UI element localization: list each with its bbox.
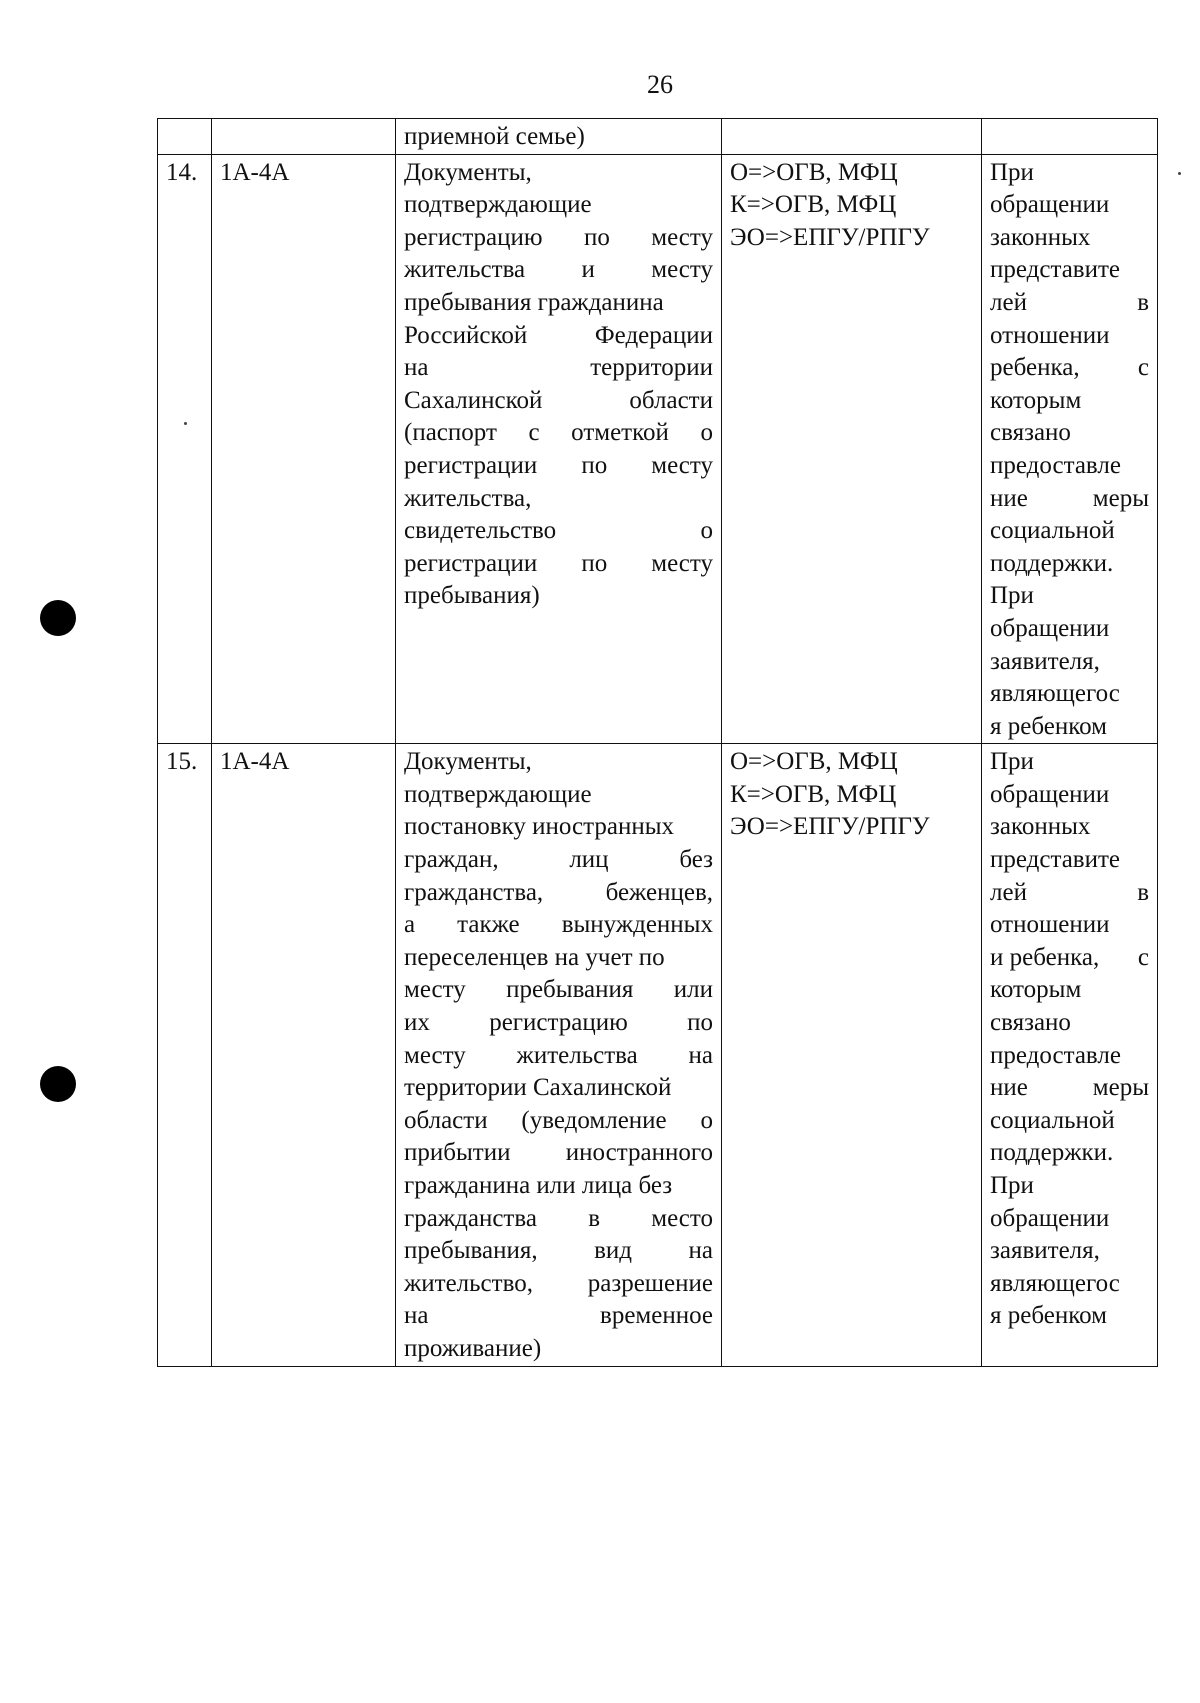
word: о <box>700 419 713 447</box>
word: подтверждающие <box>404 780 592 808</box>
note-line <box>990 385 1149 418</box>
word: являющегос <box>990 680 1120 708</box>
table-row <box>158 744 1158 1366</box>
table-row-continuation <box>158 119 1158 155</box>
cell-method <box>722 119 982 155</box>
word: в <box>588 1204 600 1232</box>
documents-line <box>404 844 713 877</box>
word: по <box>581 451 608 479</box>
word: постановку иностранных <box>404 813 675 841</box>
note-line <box>990 515 1149 548</box>
word: являющегос <box>990 1269 1120 1297</box>
documents-line <box>404 320 713 353</box>
documents-line <box>404 548 713 581</box>
word: без <box>679 846 713 874</box>
documents-line <box>404 1007 713 1040</box>
documents-line <box>404 909 713 942</box>
word: с <box>1137 354 1149 382</box>
word: При <box>990 158 1034 186</box>
documents-line <box>404 877 713 910</box>
word: о <box>700 1106 713 1134</box>
word: жительства, <box>404 484 532 512</box>
documents-line <box>404 1300 713 1333</box>
cell-note <box>982 154 1158 744</box>
table-row <box>158 154 1158 744</box>
word: лиц <box>569 846 609 874</box>
word: меры <box>1092 1074 1149 1102</box>
word: заявителя, <box>990 1237 1100 1265</box>
word: свидетельство <box>404 517 557 545</box>
note-line <box>990 1300 1149 1333</box>
word: отношении <box>990 911 1110 939</box>
word: лей <box>990 288 1027 316</box>
note-line <box>990 483 1149 516</box>
word: Документы, <box>404 158 532 186</box>
word: территории <box>590 354 713 382</box>
documents-line <box>404 811 713 844</box>
note-line <box>990 909 1149 942</box>
method-line: ЭО=>ЕПГУ/РПГУ <box>730 223 930 251</box>
note-line <box>990 580 1149 613</box>
note-line <box>990 1072 1149 1105</box>
documents-line <box>404 515 713 548</box>
word: в <box>1137 878 1149 906</box>
documents-table <box>157 118 1158 1367</box>
documents-line <box>404 1235 713 1268</box>
word: гражданства <box>404 1204 537 1232</box>
scan-speck <box>1178 172 1181 175</box>
word: Российской <box>404 321 528 349</box>
method-line: ЭО=>ЕПГУ/РПГУ <box>730 813 930 841</box>
word: и ребенка, <box>990 943 1100 971</box>
method-line: О=>ОГВ, МФЦ <box>730 748 898 776</box>
word: пребывания, <box>404 1237 538 1265</box>
word: или <box>673 976 713 1004</box>
documents-line <box>404 222 713 255</box>
word: гражданина или лица без <box>404 1172 673 1199</box>
documents-line <box>404 1040 713 1073</box>
word: отношении <box>990 321 1110 349</box>
word: социальной <box>990 1106 1115 1134</box>
word: пребывания <box>506 976 634 1004</box>
word: территории Сахалинской <box>404 1074 672 1102</box>
note-line <box>990 320 1149 353</box>
word: области <box>404 1106 488 1134</box>
note-line <box>990 352 1149 385</box>
word: место <box>651 1204 713 1232</box>
documents-line <box>404 352 713 385</box>
word: области <box>629 386 713 414</box>
documents-line <box>404 1203 713 1236</box>
word: законных <box>990 223 1091 251</box>
word: Федерации <box>594 321 713 349</box>
word: заявителя, <box>990 647 1100 675</box>
page-number: 26 <box>647 70 673 99</box>
note-line <box>990 942 1149 975</box>
word: подтверждающие <box>404 191 592 219</box>
documents-line <box>404 254 713 287</box>
word: с <box>528 419 540 447</box>
word: связано <box>990 1009 1071 1037</box>
word: законных <box>990 813 1091 841</box>
note-line <box>990 417 1149 450</box>
word: обращении <box>990 614 1110 642</box>
word: разрешение <box>587 1269 713 1297</box>
method-line: К=>ОГВ, МФЦ <box>730 780 897 808</box>
word: месту <box>651 549 713 577</box>
word: граждан, <box>404 846 499 874</box>
word: обращении <box>990 191 1110 219</box>
cell-method <box>722 154 982 744</box>
word: которым <box>990 386 1082 414</box>
note-line <box>990 1137 1149 1170</box>
word: а <box>404 911 416 939</box>
documents-line <box>404 189 713 222</box>
note-line <box>990 1268 1149 1301</box>
word: иностранного <box>565 1139 713 1167</box>
documents-line <box>404 287 713 320</box>
note-line <box>990 222 1149 255</box>
word: их <box>404 1009 430 1037</box>
documents-line <box>404 942 713 975</box>
cell-documents <box>396 744 722 1366</box>
word: на <box>404 1302 429 1330</box>
word: При <box>990 582 1034 610</box>
documents-line <box>404 974 713 1007</box>
note-line <box>990 189 1149 222</box>
documents-line <box>404 779 713 812</box>
word: месту <box>651 451 713 479</box>
word: месту <box>651 223 713 251</box>
word: я ребенком <box>990 1302 1107 1330</box>
note-line <box>990 1040 1149 1073</box>
punch-hole-top <box>40 600 76 636</box>
note-line <box>990 1203 1149 1236</box>
note-line <box>990 746 1149 779</box>
word: предоставле <box>990 451 1121 479</box>
word: месту <box>651 256 713 284</box>
documents-line <box>404 483 713 516</box>
word: (уведомление <box>521 1106 667 1134</box>
documents-line <box>404 1268 713 1301</box>
note-line <box>990 450 1149 483</box>
note-line <box>990 1235 1149 1268</box>
cell-code: 1А-4А <box>212 154 396 744</box>
note-line <box>990 711 1149 744</box>
word: пребывания) <box>404 582 540 610</box>
documents-line <box>404 417 713 450</box>
note-line <box>990 548 1149 581</box>
documents-line <box>404 157 713 190</box>
word: переселенцев на учет по <box>404 943 665 971</box>
word: по <box>687 1009 713 1037</box>
word: гражданства, <box>404 878 544 906</box>
note-line <box>990 613 1149 646</box>
word: о <box>700 517 713 545</box>
word: с <box>1137 943 1149 971</box>
word: на <box>404 354 429 382</box>
word: социальной <box>990 517 1115 545</box>
note-line <box>990 1170 1149 1203</box>
word: вид <box>594 1237 632 1265</box>
word: жительство, <box>404 1269 533 1297</box>
note-line <box>990 811 1149 844</box>
method-line: К=>ОГВ, МФЦ <box>730 191 897 219</box>
word: на <box>688 1237 713 1265</box>
documents-line <box>404 1170 713 1203</box>
note-line <box>990 1007 1149 1040</box>
word: поддержки. <box>990 549 1114 577</box>
word: При <box>990 1172 1034 1199</box>
word: регистрацию <box>489 1009 628 1037</box>
word: меры <box>1092 484 1149 512</box>
cell-code: 1А-4А <box>212 744 396 1366</box>
note-line <box>990 974 1149 1007</box>
note-line <box>990 678 1149 711</box>
cell-documents <box>396 154 722 744</box>
word: вынужденных <box>561 911 713 939</box>
word: пребывания гражданина <box>404 288 664 316</box>
cell-num: 15. <box>158 744 212 1366</box>
note-line <box>990 287 1149 320</box>
word: Сахалинской <box>404 386 543 414</box>
documents-line <box>404 580 713 613</box>
cell-num: 14. <box>158 154 212 744</box>
documents-line <box>404 1333 713 1366</box>
note-line <box>990 254 1149 287</box>
note-line <box>990 877 1149 910</box>
documents-line <box>404 1105 713 1138</box>
word: Документы, <box>404 748 532 776</box>
word: регистрации <box>404 451 538 479</box>
word: жительства <box>404 256 526 284</box>
word: в <box>1137 288 1149 316</box>
word: предоставле <box>990 1041 1121 1069</box>
word: на <box>688 1041 713 1069</box>
documents-line <box>404 450 713 483</box>
method-line: О=>ОГВ, МФЦ <box>730 158 898 186</box>
documents-line <box>404 746 713 779</box>
cell-num <box>158 119 212 155</box>
word: по <box>581 549 608 577</box>
word: лей <box>990 878 1027 906</box>
cell-documents: приемной семье) <box>396 119 722 155</box>
word: проживание) <box>404 1334 542 1362</box>
word: связано <box>990 419 1071 447</box>
cell-note <box>982 119 1158 155</box>
cell-method <box>722 744 982 1366</box>
word: ребенка, <box>990 354 1080 382</box>
cell-code <box>212 119 396 155</box>
documents-line <box>404 1137 713 1170</box>
table-body <box>158 119 1158 1367</box>
word: поддержки. <box>990 1139 1114 1167</box>
word: ние <box>990 1074 1028 1102</box>
word: обращении <box>990 780 1110 808</box>
documents-line <box>404 1072 713 1105</box>
note-line <box>990 646 1149 679</box>
punch-hole-bottom <box>40 1066 76 1102</box>
word: и <box>581 256 595 284</box>
word: беженцев, <box>605 878 713 906</box>
note-line <box>990 1105 1149 1138</box>
word: (паспорт <box>404 419 497 447</box>
word: жительства <box>516 1041 638 1069</box>
word: ние <box>990 484 1028 512</box>
word: регистрацию <box>404 223 543 251</box>
word: представите <box>990 256 1120 284</box>
word: регистрации <box>404 549 538 577</box>
note-line <box>990 157 1149 190</box>
word: обращении <box>990 1204 1110 1232</box>
word: При <box>990 748 1034 776</box>
note-line <box>990 844 1149 877</box>
documents-line <box>404 385 713 418</box>
word: я ребенком <box>990 712 1107 740</box>
word: по <box>583 223 610 251</box>
cell-note <box>982 744 1158 1366</box>
word: прибытии <box>404 1139 511 1167</box>
word: также <box>457 911 520 939</box>
word: временное <box>600 1302 713 1330</box>
word: месту <box>404 1041 466 1069</box>
word: которым <box>990 976 1082 1004</box>
word: представите <box>990 846 1120 874</box>
note-line <box>990 779 1149 812</box>
word: отметкой <box>571 419 669 447</box>
word: месту <box>404 976 466 1004</box>
